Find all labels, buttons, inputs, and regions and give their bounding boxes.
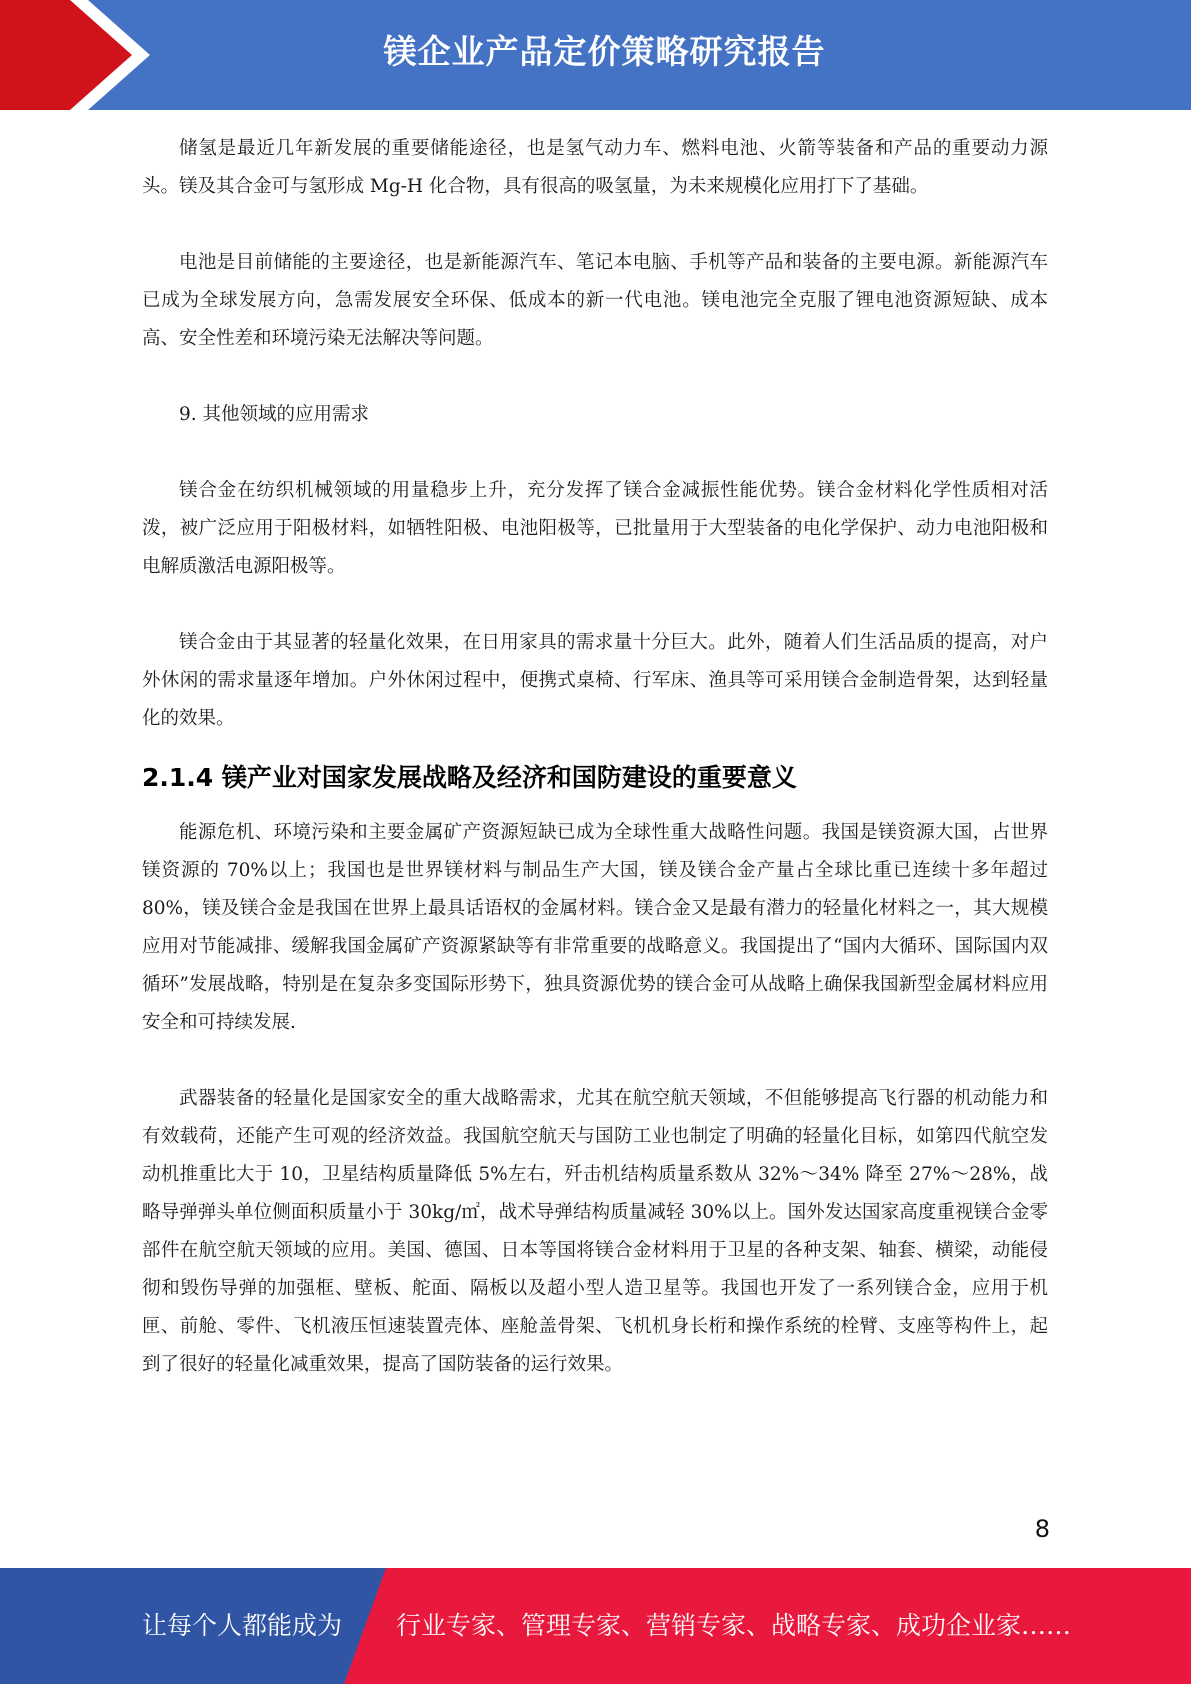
paragraph-battery: 电池是目前储能的主要途径，也是新能源汽车、笔记本电脑、手机等产品和装备的主要电源。新能源汽车已成为全球发展方向，急需发展安全环保、低成本的新一代电池。镁电池完全克服了锂电池资源短缺、成本高、安全性差和环境污染无法解决等问题。 (142, 252, 1048, 349)
subheading-other-fields: 9. 其他领域的应用需求 (179, 404, 370, 425)
paragraph-national-strategy: 能源危机、环境污染和主要金属矿产资源短缺已成为全球性重大战略性问题。我国是镁资源大国，占世界镁资源的 70%以上；我国也是世界镁材料与制品生产大国，镁及镁合金产量占全球比重已连续十多年超过 80%，镁及镁合金是我国在世界上最具话语权的金属材料。镁合金又是最有潜力的轻量化材料之一，其大规模应用对节能减排、缓解我国金属矿产资源紧缺等有非常重要的战略意义。我国提出了“国内大循环、国际国内双循环”发展战略，特别是在复杂多变国际形势下，独具资源优势的镁合金可从战略上确保我国新型金属材料应用安全和可持续发展. (142, 822, 1048, 1033)
page-content (142, 130, 1048, 1384)
page-footer (0, 1568, 1191, 1684)
footer-slogan-right: 行业专家、管理专家、营销专家、战略专家、成功企业家…… (396, 1611, 1072, 1640)
footer-slogan-left: 让每个人都能成为 (142, 1611, 343, 1640)
paragraph-furniture-outdoor: 镁合金由于其显著的轻量化效果，在日用家具的需求量十分巨大。此外，随着人们生活品质的提高，对户外休闲的需求量逐年增加。户外休闲过程中，便携式桌椅、行军床、渔具等可采用镁合金制造骨架，达到轻量化的效果。 (142, 632, 1048, 729)
page-header (0, 0, 1191, 110)
section-heading: 2.1.4 镁产业对国家发展战略及经济和国防建设的重要意义 (142, 763, 797, 792)
paragraph-weapon-lightweight: 武器装备的轻量化是国家安全的重大战略需求，尤其在航空航天领域，不但能够提高飞行器的机动能力和有效载荷，还能产生可观的经济效益。我国航空航天与国防工业也制定了明确的轻量化目标，如第四代航空发动机推重比大于 10，卫星结构质量降低 5%左右，歼击机结构质量系数从 32%～34% 降至 27%～28%，战略导弹弹头单位侧面积质量小于 30kg/㎡，战术导弹结构质量减轻 30%以上。国外发达国家高度重视镁合金零部件在航空航天领域的应用。美国、德国、日本等国将镁合金材料用于卫星的各种支架、轴套、横梁，动能侵彻和毁伤导弹的加强框、壁板、舵面、隔板以及超小型人造卫星等。我国也开发了一系列镁合金，应用于机匣、前舱、零件、飞机液压恒速装置壳体、座舱盖骨架、飞机机身长桁和操作系统的栓臂、支座等构件上，起到了很好的轻量化减重效果，提高了国防装备的运行效果。 (142, 1088, 1048, 1375)
paragraph-hydrogen-storage: 储氢是最近几年新发展的重要储能途径，也是氢气动力车、燃料电池、火箭等装备和产品的重要动力源头。镁及其合金可与氢形成 Mg-H 化合物，具有很高的吸氢量，为未来规模化应用打下了基础。 (142, 138, 1048, 197)
page-number: 8 (1034, 1515, 1050, 1543)
paragraph-textile-anode: 镁合金在纺织机械领域的用量稳步上升，充分发挥了镁合金减振性能优势。镁合金材料化学性质相对活泼，被广泛应用于阳极材料，如牺牲阳极、电池阳极等，已批量用于大型装备的电化学保护、动力电池阳极和电解质激活电源阳极等。 (142, 480, 1048, 577)
report-title: 镁企业产品定价策略研究报告 (383, 32, 826, 71)
